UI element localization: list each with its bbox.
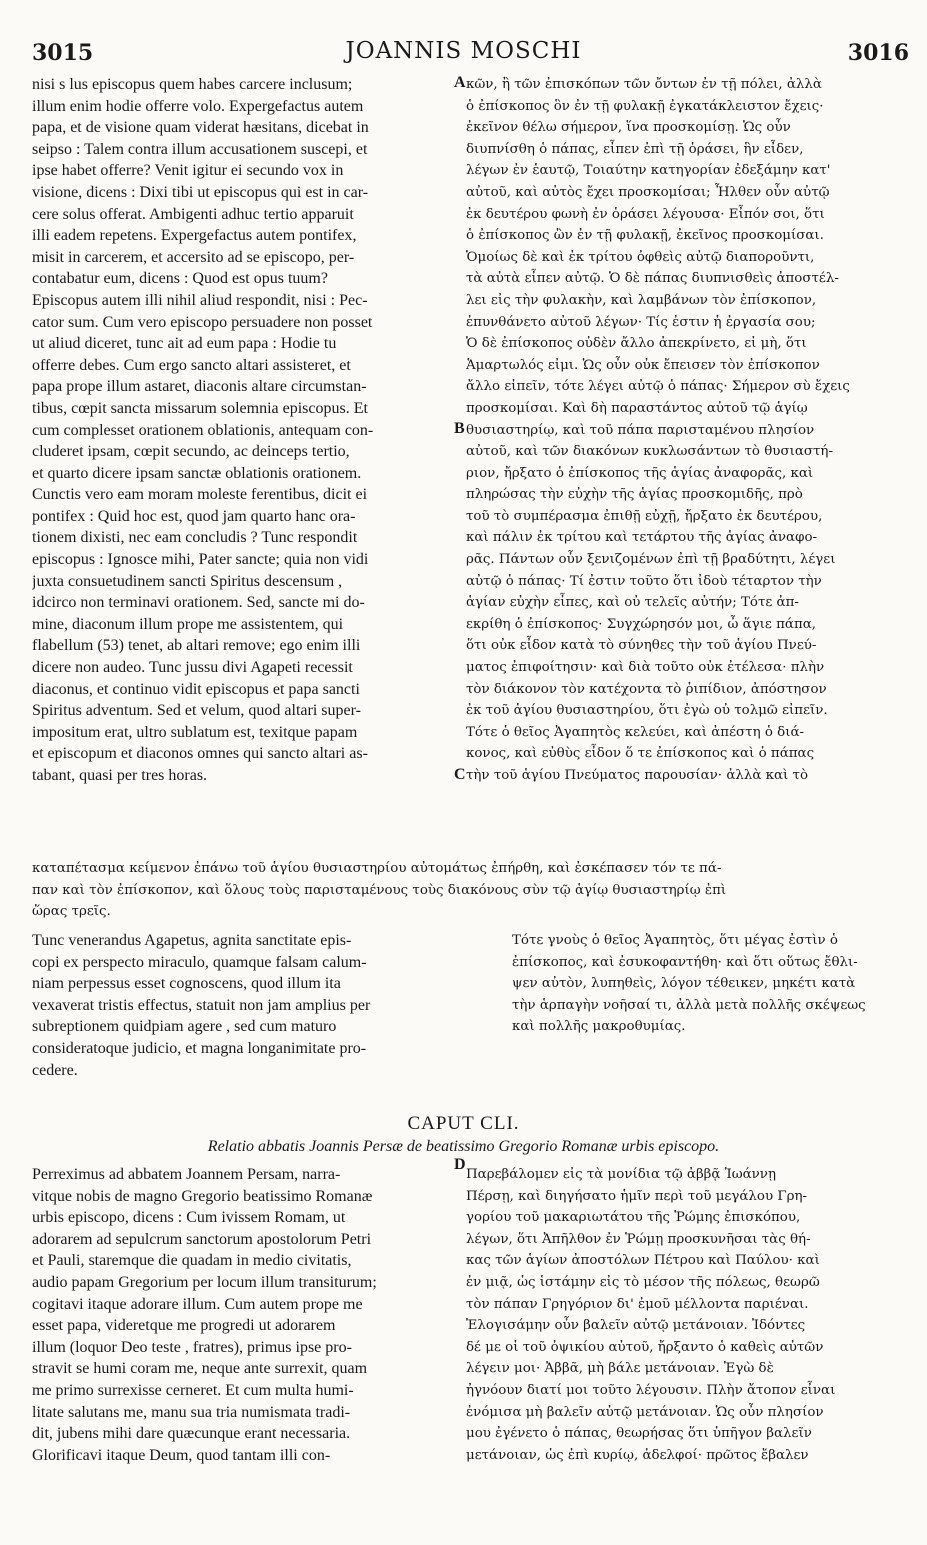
- page-number-right: 3016: [847, 40, 909, 66]
- text-line: ριον, ἤρξατο ὁ ἐπίσκοπος τῆς ἁγίας ἀναφορᾶς, καὶ: [466, 465, 814, 481]
- text-line: τὸν διάκονον τὸν κατέχοντα τὸ ῥιπίδιον, ἀπόστησον: [466, 681, 827, 697]
- text-line: contabatur eum, dicens : Quod est opus tuum?: [32, 270, 328, 288]
- text-line: urbis episcopo, dicens : Cum ivissem Romam, ut: [32, 1209, 346, 1227]
- text-line: ἠγνόουν διατί μοι τοῦτο λέγουσιν. Πλὴν ἄτοπον εἶναι: [466, 1382, 836, 1398]
- text-line: ματος ἐπιφοίτησιν· καὶ διὰ τοῦτο οὐκ ἐτέλεσα· πλὴν: [466, 660, 825, 676]
- text-line: γορίου τοῦ μακαριωτάτου τῆς Ῥώμης ἐπισκόπου,: [466, 1210, 801, 1226]
- text-line: tionem dixisti, nec eam concludis ? Tunc respondit: [32, 529, 358, 547]
- text-line: stravit se humi coram me, neque ante surrexit, quam: [32, 1360, 368, 1378]
- text-line: τὸν πάπαν Γρηγόριον δι' ἐμοῦ μέλλοντα παριέναι.: [466, 1296, 809, 1312]
- text-line: vitque nobis de magno Gregorio beatissimo Romanæ: [32, 1187, 373, 1205]
- text-line: cogitavi itaque adorare illum. Cum autem prope me: [32, 1295, 363, 1313]
- text-line: Cunctis vero eam moram moleste ferentibus, dicit ei: [32, 486, 368, 504]
- text-line: Ἐλογισάμην οὖν βαλεῖν αὐτῷ μετάνοιαν. Ἰδόντες: [466, 1318, 806, 1334]
- text-line: ut aliud diceret, tunc ait ad eum papa : Hodie tu: [32, 335, 337, 353]
- text-line: καὶ πάλιν ἐκ τρίτου καὶ τετάρτου τῆς ἁγίας ἀναφο-: [466, 530, 818, 546]
- text-line: impositum erat, ultro sublatum est, texitque papam: [32, 723, 358, 741]
- greek-full-width-block: [32, 858, 894, 923]
- text-line: Τότε ὁ θεῖος Ἀγαπητὸς κελεύει, καὶ ἀπέστη ὁ διά-: [466, 724, 805, 740]
- text-line: λέγειν μοι· Ἀββᾶ, μὴ βάλε μετάνοιαν. Ἐγὼ δὲ: [466, 1361, 774, 1377]
- text-line: ἐπυνθάνετο αὐτοῦ λέγων· Τίς ἐστιν ἡ ἐργασία σου;: [466, 314, 816, 330]
- text-line: λέγων, ὅτι Ἀπῆλθον ἐν Ῥώμῃ προσκυνῆσαι τὰς θή-: [466, 1231, 811, 1247]
- text-line: καταπέτασμα κείμενον ἐπάνω τοῦ ἁγίου θυσιαστηρίου αὐτομάτως ἐπήρθη, καὶ ἐσκέπασεν τόν τε πά-: [32, 861, 722, 876]
- text-line: seipso : Talem contra illum accusationem suscepi, et: [32, 140, 368, 158]
- text-line: ἐκ τοῦ ἁγίου θυσιαστηρίου, ὅτι ἐγὼ οὐ τολμῶ εἰπεῖν.: [466, 703, 828, 719]
- text-line: τὰ αὐτὰ εἶπεν αὐτῷ. Ὁ δὲ πάπας διυπνισθεὶς ἀποστέλ-: [466, 271, 839, 287]
- text-line: εκρίθη ὁ ἐπίσκοπος· Συγχώρησόν μοι, ὦ ἅγιε πάπα,: [466, 616, 817, 632]
- text-line: ὁ ἐπίσκοπος ὃν ἐν τῇ φυλακῇ ἐγκατάκλειστον ἔχεις·: [466, 98, 824, 114]
- text-line: pontifex : Quid hoc est, quod jam quarto hanc ora-: [32, 507, 356, 525]
- text-line: et Pauli, staremque die quadam in medio civitatis,: [32, 1252, 352, 1270]
- text-line: πληρώσας τὴν εὐχὴν τῆς ἁγίας προσκομιδῆς, πρὸ: [466, 487, 803, 503]
- text-line: Episcopus autem illi nihil aliud respondit, nisi : Pec-: [32, 291, 368, 309]
- text-line: juxta consuetudinem sancti Spiritus descensum ,: [32, 572, 343, 590]
- text-line: κας τῶν ἁγίων ἀποστόλων Πέτρου καὶ Παύλου· καὶ: [466, 1253, 820, 1269]
- text-line: illi eadem repetens. Expergefactus autem pontifex,: [32, 227, 357, 245]
- text-line: papa prope illum astaret, diaconis altare circumstan-: [32, 378, 367, 396]
- text-line: Ἁμαρτωλός εἰμι. Ὡς οὖν οὐκ ἔπεισεν τὸν ἐπίσκοπον: [466, 357, 820, 373]
- text-line: cator sum. Cum vero episcopo persuadere non posset: [32, 313, 373, 331]
- text-line: subreptionem quidpiam agere , sed cum maturo: [32, 1018, 337, 1036]
- text-line: ἄλλο εἰπεῖν, τότε λέγει αὐτῷ ὁ πάπας· Σήμερον σὺ ἔχεις: [466, 379, 850, 395]
- text-line: litate salutans me, manu sua tria numismata tradi-: [32, 1403, 351, 1421]
- text-line: adorarem ad sepulcrum sanctorum apostolorum Petri: [32, 1230, 372, 1248]
- text-line: λέγων ἐν ἑαυτῷ, Τοιαύτην κατηγορίαν ἐδεξάμην κατ': [466, 163, 831, 179]
- text-line: dit, jubens mihi dare quæcunque erant necessaria.: [32, 1425, 351, 1443]
- text-line: et episcopum et diaconos omnes qui sancto altari as-: [32, 745, 368, 763]
- chapter-subtitle: Relatio abbatis Joannis Persæ de beatissimo Gregorio Romanæ urbis episcopo.: [207, 1138, 720, 1155]
- text-line: niam perpessus esset cognoscens, quod illum ita: [32, 975, 341, 993]
- chapter-heading: CAPUT CLI.: [407, 1113, 520, 1134]
- text-line: et quarto dicere ipsam sanctæ oblationis orationem.: [32, 464, 362, 482]
- text-line: τὴν ἁρπαγὴν νοῆσαί τι, ἀλλὰ μετὰ πολλῆς σκέψεως: [512, 997, 866, 1013]
- text-line: δέ με οἱ τοῦ ὀψικίου αὐτοῦ, ἤρξαντο ὁ καθεὶς αὐτῶν: [466, 1339, 824, 1355]
- text-line: audio papam Gregorium per locum illum transiturum;: [32, 1273, 377, 1291]
- text-line: ψεν αὐτὸν, λυπηθεὶς, λόγον τέθεικεν, μηκέτι κατὰ: [512, 976, 856, 992]
- text-line: episcopus : Ignosce mihi, Pater sancte; quia non vidi: [32, 551, 369, 569]
- text-line: κῶν, ἢ τῶν ἐπισκόπων τῶν ὄντων ἐν τῇ πόλει, ἀλλὰ: [466, 77, 822, 92]
- text-line: Spiritus adventum. Sed et velum, quod altari super-: [32, 702, 361, 720]
- text-line: ἐπίσκοπος, καὶ ἐσυκοφαντήθη· καὶ ὅτι οὕτως ἔθλι-: [512, 954, 858, 970]
- text-line: καὶ πολλῆς μακροθυμίας.: [512, 1019, 686, 1035]
- text-line: μετάνοιαν, ὡς ἐπὶ κυρίῳ, ἀδελφοί· πρῶτος ἔβαλεν: [466, 1447, 809, 1463]
- text-line: διυπνίσθη ὁ πάπας, εἶπεν ἐπὶ τῇ ὁράσει, ἣν εἶδεν,: [466, 141, 804, 157]
- text-line: κονος, καὶ εὐθὺς εἶδον ὅ τε ἐπίσκοπος καὶ ὁ πάπας: [466, 746, 815, 762]
- latin-column-top: [32, 74, 448, 787]
- text-line: Ὁ δὲ ἐπίσκοπος οὐδὲν ἄλλο ἀπεκρίνετο, εἰ μὴ, ὅτι: [466, 336, 807, 352]
- text-line: cere solus offerat. Ambigenti adhuc tertio apparuit: [32, 205, 354, 223]
- text-line: Tunc venerandus Agapetus, agnita sanctitate epis-: [32, 932, 352, 949]
- text-line: tabant, quasi per tres horas.: [32, 767, 208, 784]
- text-line: illum (loquor Deo teste , fratres), primus ipse pro-: [32, 1338, 352, 1356]
- text-line: visione, dicens : Dixi tibi ut episcopus qui est in car-: [32, 183, 369, 201]
- text-line: μου ἐγένετο ὁ πάπας, θεωρήσας ὅτι ὑπῆγον βαλεῖν: [466, 1426, 812, 1442]
- latin-column-bottom: [32, 1164, 448, 1466]
- text-line: Παρεβάλομεν εἰς τὰ μονίδια τῷ ἀββᾷ Ἰωάννῃ: [466, 1167, 776, 1182]
- text-line: ἐν μιᾷ, ὡς ἱστάμην εἰς τὸ μέσον τῆς πόλεως, θεωρῶ: [466, 1274, 820, 1290]
- text-line: Τότε γνοὺς ὁ θεῖος Ἀγαπητὸς, ὅτι μέγας ἐστὶν ὁ: [512, 933, 838, 948]
- text-line: misit in carcerem, et accersito ad se episcopo, per-: [32, 248, 355, 266]
- text-line: me primo surrexisse cerneret. Et cum multa humi-: [32, 1381, 354, 1399]
- text-line: παν καὶ τὸν ἐπίσκοπον, καὶ ὅλους τοὺς παρισταμένους τοὺς διακόνους σὺν τῷ ἁγίῳ θυσιαστηρίῳ ἐπὶ: [32, 882, 727, 898]
- text-line: ἁγίαν εὐχὴν εἶπες, καὶ οὐ τελεῖς αὐτήν; Τότε ἀπ-: [466, 595, 799, 611]
- text-line: ὅτι οὐκ εἶδον κατὰ τὸ σύνηθες τὴν τοῦ ἁγίου Πνεύ-: [466, 638, 817, 654]
- text-line: αὐτοῦ, καὶ τῶν διακόνων κυκλωσάντων τὸ θυσιαστή-: [466, 444, 833, 460]
- text-line: cedere.: [32, 1061, 78, 1079]
- text-line: copi ex perspecto miraculo, quamque falsam calum-: [32, 953, 367, 971]
- text-line: flabellum (53) tenet, ab altari remove; ego enim illi: [32, 637, 361, 655]
- text-line: idcirco non terminavi orationem. Sed, sancte mi do-: [32, 594, 365, 612]
- text-line: vexaverat tristis effectus, statuit non jam amplius per: [32, 996, 371, 1014]
- greek-column-top: [466, 74, 894, 787]
- text-line: diaconus, et continuo vidit episcopus et papa sancti: [32, 680, 360, 698]
- text-line: λει εἰς τὴν φυλακὴν, καὶ λαμβάνων τὸν ἐπίσκοπον,: [466, 292, 817, 308]
- text-line: offerre debes. Cum ergo sancto altari assisteret, et: [32, 356, 351, 374]
- text-line: nisi s lus episcopus quem habes carcere inclusum;: [32, 76, 353, 93]
- text-line: esset papa, videretque me progredi ut adorarem: [32, 1317, 336, 1335]
- text-line: θυσιαστηρίῳ, καὶ τοῦ πάπα παρισταμένου πλησίον: [466, 422, 815, 438]
- page-number-left: 3015: [32, 40, 94, 66]
- text-line: cluderet ipsam, cœpit secundo, ac deinceps tertio,: [32, 443, 350, 461]
- text-line: ἐνόμισα μὴ βαλεῖν αὐτῷ μετάνοιαν. Ὡς οὖν πλησίον: [466, 1404, 824, 1420]
- text-line: τοῦ τὸ συμπέρασμα ἐπιθῇ εὐχῇ, ἤρξατο ἐκ δευτέρου,: [466, 508, 823, 524]
- text-line: papa, et de visione quam viderat hæsitans, dicebat in: [32, 119, 369, 137]
- margin-letter-c: C: [454, 766, 466, 783]
- margin-letter-b: B: [454, 420, 465, 437]
- latin-column-middle: [32, 930, 448, 1081]
- text-line: αὐτῷ ὁ πάπας· Τί ἐστιν τοῦτο ὅτι ἰδοὺ τέταρτον τὴν: [466, 573, 822, 589]
- text-line: ἐκεῖνον θέλω σήμερον, ἵνα προσκομίσῃ. Ὡς οὖν: [466, 120, 791, 136]
- text-line: αὐτοῦ, καὶ αὐτὸς ἔχει προσκομίσαι; Ἦλθεν οὖν αὐτῷ: [466, 184, 830, 200]
- text-line: dicere non audeo. Tunc jussu divi Agapeti recessit: [32, 659, 353, 677]
- text-line: ἐκ δευτέρου φωνὴ ἐν ὁράσει λέγουσα· Εἶπόν σοι, ὅτι: [466, 206, 825, 222]
- text-line: Πέρσῃ, καὶ διηγήσατο ἡμῖν περὶ τοῦ μεγάλου Γρη-: [466, 1188, 808, 1204]
- text-line: ὁ ἐπίσκοπος ὢν ἐν τῇ φυλακῇ, ἐκεῖνος προσκομίσαι.: [466, 228, 824, 244]
- text-line: tibus, cœpit sancta missarum solemnia episcopus. Et: [32, 399, 368, 417]
- running-title: JOANNIS MOSCHI: [345, 38, 582, 64]
- text-line: ρᾶς. Πάντων οὖν ξενιζομένων ἐπὶ τῇ βραδύτητι, λέγει: [466, 552, 836, 568]
- text-line: Ὁμοίως δὲ καὶ ἐκ τρίτου ὀφθεὶς αὐτῷ διαπορoῦντι,: [466, 249, 815, 265]
- margin-letter-d: D: [454, 1156, 466, 1173]
- text-line: τὴν τοῦ ἁγίου Πνεύματος παρουσίαν· ἀλλὰ καὶ τὸ: [466, 768, 809, 783]
- text-line: προσκομίσαι. Καὶ δὴ παραστάντος αὐτοῦ τῷ ἁγίῳ: [466, 400, 808, 416]
- greek-column-bottom: [466, 1164, 894, 1466]
- text-line: illum enim hodie offerre volo. Expergefactus autem: [32, 97, 364, 115]
- text-line: consideratoque judicio, et magna longanimitate pro-: [32, 1039, 367, 1057]
- greek-column-middle: [512, 930, 894, 1038]
- text-line: Perreximus ad abbatem Joannem Persam, narra-: [32, 1166, 341, 1183]
- text-line: mine, diaconum illum prope me assistentem, qui: [32, 615, 344, 633]
- text-line: ὥρας τρεῖς.: [32, 904, 111, 920]
- text-line: Glorificavi itaque Deum, quod tantam illi con-: [32, 1446, 331, 1464]
- text-line: cum complesset orationem oblationis, antequam con-: [32, 421, 374, 439]
- margin-letter-a: A: [454, 74, 466, 91]
- text-line: ipse habet offerre? Venit igitur ei secundo vox in: [32, 162, 344, 180]
